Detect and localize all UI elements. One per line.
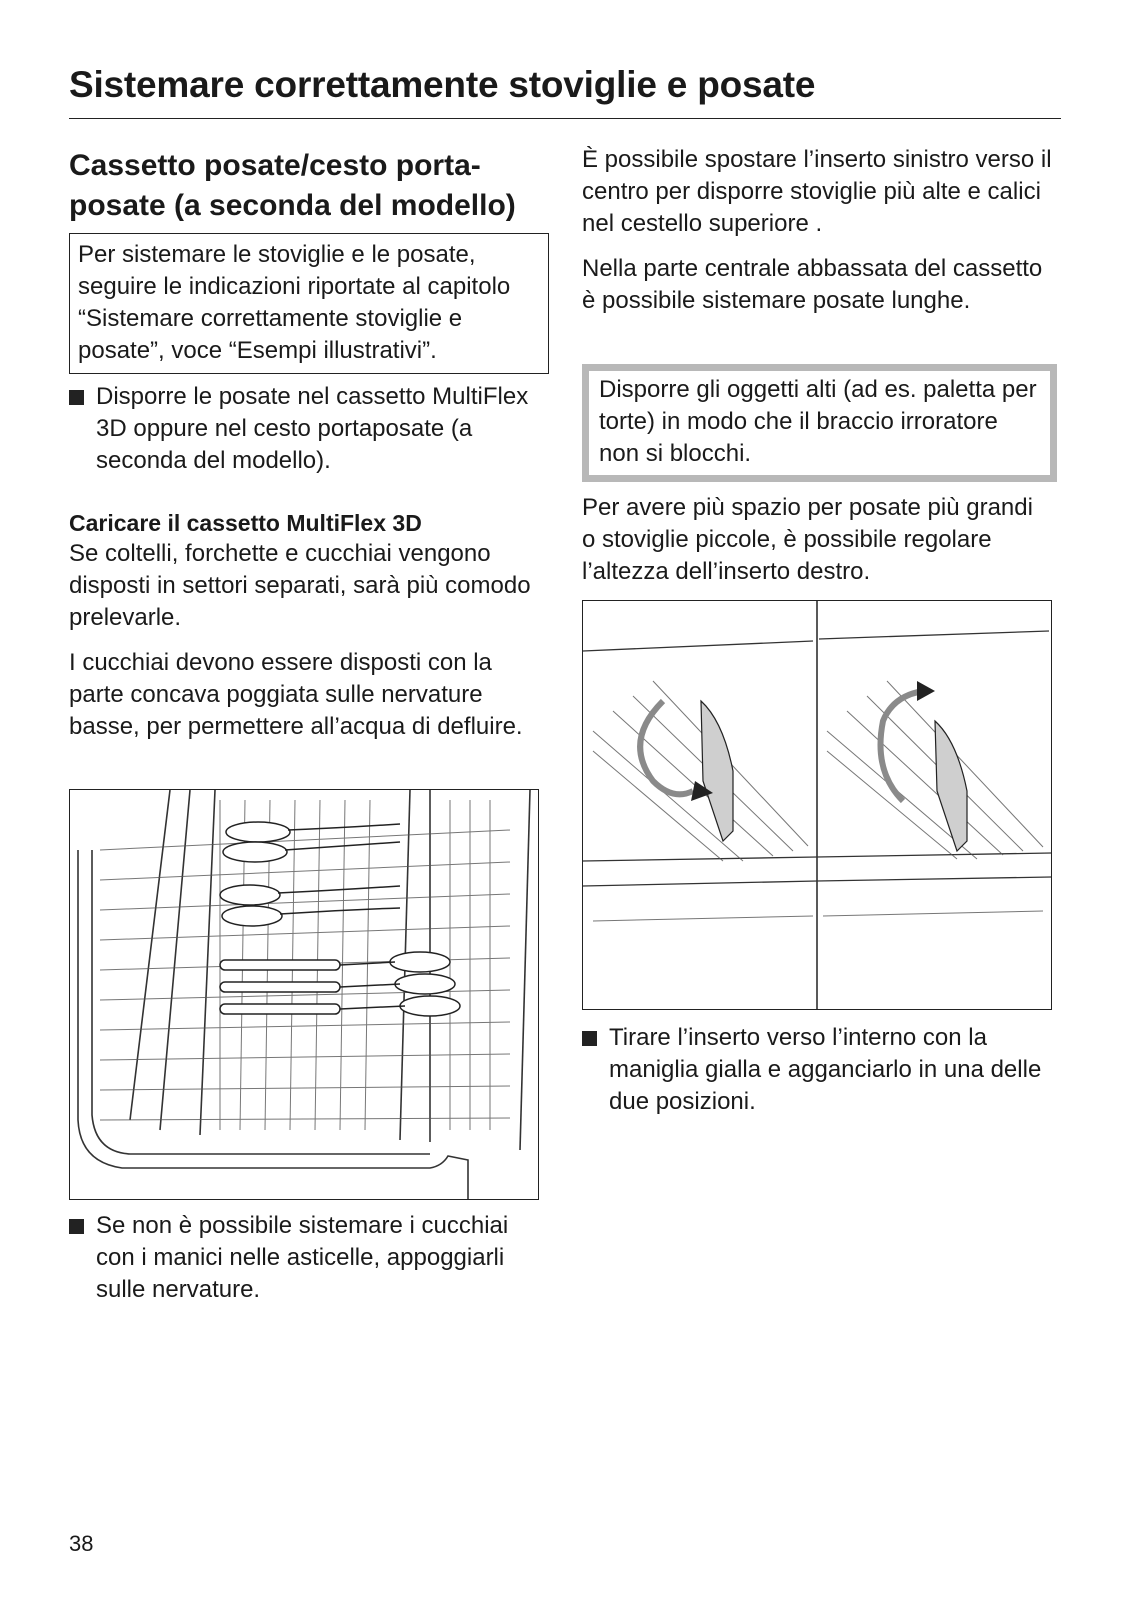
bullet-spoons-on-ribs: Se non è possibile sistemare i cucchiai con i manici nelle asticelle, appoggiarli sulle nervature.: [69, 1210, 549, 1306]
title-divider: [69, 118, 1061, 119]
page-title: Sistemare correttamente stoviglie e posate: [69, 64, 816, 105]
paragraph-right-insert: Per avere più spazio per posate più grandi o stoviglie piccole, è possibile regolare l’altezza dell’inserto destro.: [582, 494, 1033, 585]
paragraph-spoons: I cucchiai devono essere disposti con la parte concava poggiata sulle nervature basse, per permettere all’acqua di defluire.: [69, 649, 523, 740]
cutlery-drawer-drawing: [70, 790, 538, 1199]
heading-bold-line-1: Cassetto posate/cesto porta-: [69, 149, 481, 182]
info-box: Per sistemare le stoviglie e le posate, seguire le indicazioni riportate al capitolo “Sistemare correttamente stoviglie e posate”, voce “Esempi illustrativi”.: [69, 233, 549, 374]
bullet-posate-placement: Disporre le posate nel cassetto MultiFlex 3D oppure nel cesto portaposate (a seconda del modello).: [69, 381, 549, 477]
paragraph-center-area: Nella parte centrale abbassata del cassetto è possibile sistemare posate lunghe.: [582, 255, 1043, 314]
bullet-pull-insert: Tirare l’inserto verso l’interno con la maniglia gialla e agganciarlo in una delle due posizioni.: [582, 1022, 1062, 1118]
heading-regular: (a seconda del modello): [165, 189, 516, 222]
subheading-multiflex: Caricare il cassetto MultiFlex 3D: [69, 510, 422, 536]
warning-box: Disporre gli oggetti alti (ad es. paletta per torte) in modo che il braccio irroratore non si blocchi.: [582, 364, 1057, 482]
insert-adjustment-illustration: [582, 600, 1052, 1010]
cutlery-drawer-illustration: [69, 789, 539, 1200]
paragraph-left-insert: È possibile spostare l’inserto sinistro verso il centro per disporre stoviglie più alte e calici nel cestello superiore .: [582, 146, 1052, 237]
insert-adjustment-drawing: [583, 601, 1051, 1009]
paragraph-sectors: Se coltelli, forchette e cucchiai vengono disposti in settori separati, sarà più comodo prelevarle.: [69, 540, 531, 631]
heading-bold-line-2: posate: [69, 189, 166, 222]
section-heading: [69, 146, 516, 226]
page-number: 38: [69, 1531, 94, 1556]
